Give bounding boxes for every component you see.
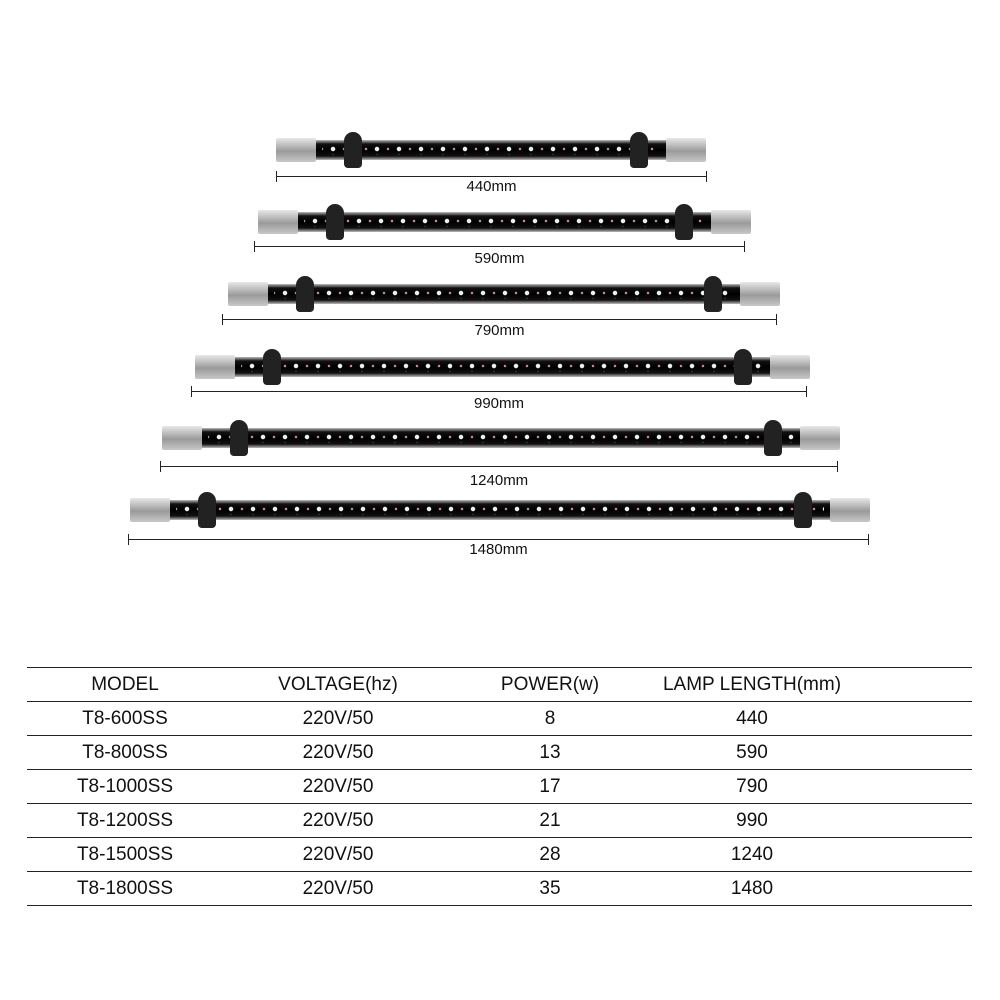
lamp-body	[170, 500, 830, 520]
table-header-cell: LAMP LENGTH(mm)	[662, 674, 842, 695]
led-lamp-tube	[228, 282, 780, 306]
led-strip	[322, 145, 660, 155]
table-rule	[27, 701, 972, 702]
mount-clip	[230, 420, 248, 456]
table-cell: 790	[736, 776, 768, 797]
table-cell: 1240	[730, 844, 774, 865]
end-cap	[258, 210, 298, 234]
dimension-line	[128, 539, 869, 540]
dimension-line	[254, 246, 745, 247]
table-rule	[27, 905, 972, 906]
table-cell: 220V/50	[302, 878, 374, 899]
led-strip	[241, 362, 764, 372]
led-strip	[208, 433, 794, 443]
table-header-cell: VOLTAGE(hz)	[278, 674, 398, 695]
table-cell: 220V/50	[302, 810, 374, 831]
table-cell: 220V/50	[302, 844, 374, 865]
table-cell: 8	[544, 708, 556, 729]
table-rule	[27, 803, 972, 804]
table-header-cell: POWER(w)	[500, 674, 600, 695]
table-rule	[27, 769, 972, 770]
table-cell: 220V/50	[302, 742, 374, 763]
led-strip	[304, 217, 705, 227]
mount-clip	[675, 204, 693, 240]
led-lamp-tube	[162, 426, 840, 450]
table-cell: T8-1800SS	[76, 878, 174, 899]
led-lamp-tube	[258, 210, 751, 234]
dimension-label: 990mm	[473, 395, 525, 412]
table-cell: 35	[539, 878, 561, 899]
dimension-label: 590mm	[474, 250, 525, 267]
mount-clip	[794, 492, 812, 528]
end-cap	[228, 282, 268, 306]
table-cell: 13	[539, 742, 561, 763]
mount-clip	[734, 349, 752, 385]
mount-clip	[263, 349, 281, 385]
end-cap	[830, 498, 870, 522]
dimension-line	[222, 319, 777, 320]
end-cap	[666, 138, 706, 162]
lamp-body	[298, 212, 711, 232]
dimension-label: 1240mm	[469, 472, 529, 489]
table-cell: 590	[736, 742, 768, 763]
table-cell: 990	[736, 810, 768, 831]
mount-clip	[296, 276, 314, 312]
table-rule	[27, 837, 972, 838]
led-strip	[176, 505, 824, 515]
dimension-line	[276, 176, 707, 177]
table-cell: T8-1000SS	[76, 776, 174, 797]
dimension-label: 790mm	[474, 322, 525, 339]
led-lamp-tube	[195, 355, 810, 379]
dimension-line	[191, 391, 807, 392]
table-cell: T8-600SS	[82, 708, 168, 729]
lamp-body	[202, 428, 800, 448]
table-cell: T8-1200SS	[76, 810, 174, 831]
lamp-body	[268, 284, 740, 304]
table-rule	[27, 871, 972, 872]
end-cap	[130, 498, 170, 522]
mount-clip	[344, 132, 362, 168]
end-cap	[770, 355, 810, 379]
led-lamp-tube	[130, 498, 870, 522]
table-cell: 21	[539, 810, 561, 831]
table-rule	[27, 667, 972, 668]
led-lamp-tube	[276, 138, 706, 162]
dimension-label: 440mm	[466, 178, 517, 195]
mount-clip	[764, 420, 782, 456]
mount-clip	[198, 492, 216, 528]
end-cap	[800, 426, 840, 450]
dimension-label: 1480mm	[469, 541, 528, 558]
table-cell: 28	[539, 844, 561, 865]
table-cell: 1480	[730, 878, 774, 899]
end-cap	[711, 210, 751, 234]
end-cap	[195, 355, 235, 379]
mount-clip	[630, 132, 648, 168]
end-cap	[276, 138, 316, 162]
lamp-body	[316, 140, 666, 160]
lamp-body	[235, 357, 770, 377]
table-rule	[27, 735, 972, 736]
table-cell: T8-800SS	[82, 742, 168, 763]
table-cell: 17	[539, 776, 561, 797]
mount-clip	[704, 276, 722, 312]
led-strip	[274, 289, 734, 299]
dimension-line	[160, 466, 838, 467]
table-cell: 220V/50	[302, 776, 374, 797]
end-cap	[162, 426, 202, 450]
table-header-cell: MODEL	[91, 674, 159, 695]
table-cell: 440	[736, 708, 768, 729]
end-cap	[740, 282, 780, 306]
mount-clip	[326, 204, 344, 240]
table-cell: T8-1500SS	[76, 844, 174, 865]
table-cell: 220V/50	[302, 708, 374, 729]
